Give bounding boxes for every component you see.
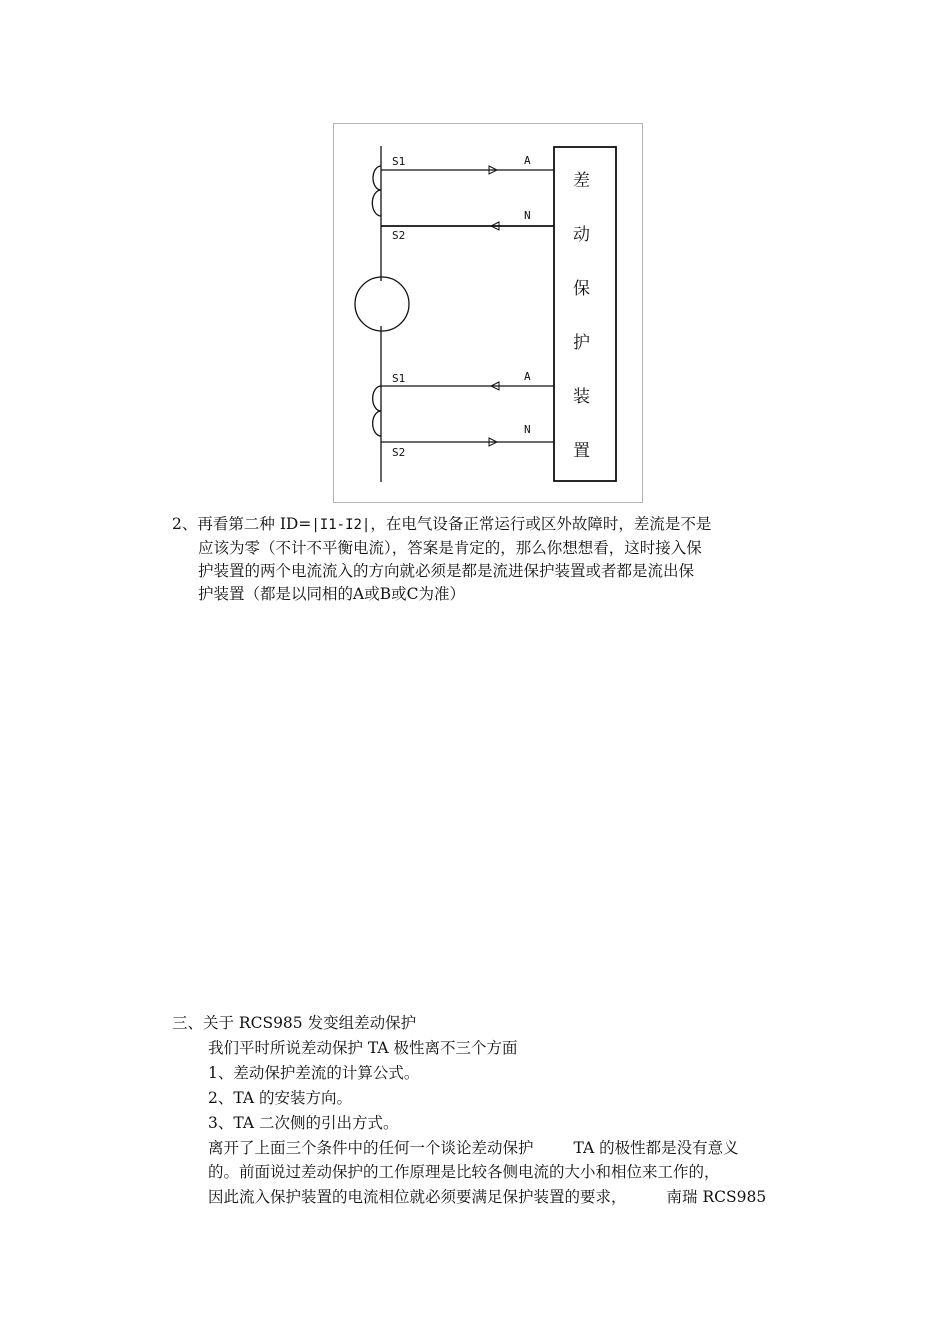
box-char: 保 xyxy=(573,279,590,299)
section-3-heading: 三、关于 RCS985 发变组差动保护 xyxy=(172,1014,417,1032)
label-n-top: N xyxy=(524,209,531,222)
section-3-item-2: 2、TA 的安装方向。 xyxy=(208,1089,352,1107)
section-3-item-1: 1、差动保护差流的计算公式。 xyxy=(208,1064,420,1082)
ct-bottom-coil xyxy=(373,386,381,436)
label-a-bottom: A xyxy=(524,370,531,383)
section-3-item-3: 3、TA 二次侧的引出方式。 xyxy=(208,1114,399,1132)
box-char: 动 xyxy=(573,225,590,245)
wiring-svg xyxy=(334,124,644,504)
para2-line-4: 护装置（都是以同相的A或B或C为准） xyxy=(198,585,465,603)
ct-wiring-diagram xyxy=(333,123,643,503)
section-3-body-line-2: 的。前面说过差动保护的工作原理是比较各侧电流的大小和相位来工作的， xyxy=(208,1163,720,1181)
label-s1-bottom: S1 xyxy=(392,372,406,385)
label-n-bottom: N xyxy=(524,423,531,436)
box-char: 护 xyxy=(573,333,590,353)
box-char: 置 xyxy=(573,441,590,461)
differential-protection-box xyxy=(554,147,616,481)
label-a-top: A xyxy=(524,154,531,167)
label-s1-top: S1 xyxy=(392,155,406,168)
box-char: 差 xyxy=(573,171,590,191)
section-3-body-line-3: 因此流入保护装置的电流相位就必须要满足保护装置的要求， 南瑞 RCS985 xyxy=(208,1188,767,1206)
paragraph-second-formula xyxy=(172,513,711,606)
para2-line-2: 应该为零（不计不平衡电流），答案是肯定的，那么你想想看，这时接入保 xyxy=(198,539,702,557)
section-3-body-line-1: 离开了上面三个条件中的任何一个谈论差动保护 TA 的极性都是没有意义 xyxy=(208,1139,739,1157)
ct-top-coil xyxy=(372,166,381,216)
para2-line-3: 护装置的两个电流流入的方向就必须是都是流进保护装置或者都是流出保 xyxy=(198,562,695,580)
box-char: 装 xyxy=(573,387,590,407)
label-s2-top: S2 xyxy=(392,229,406,242)
para2-line-1: 2、再看第二种 ID=|I1-I2|，在电气设备正常运行或区外故障时，差流是不是 xyxy=(172,515,712,533)
generator-circle xyxy=(355,277,409,331)
label-s2-bottom: S2 xyxy=(392,446,406,459)
section-3-intro: 我们平时所说差动保护 TA 极性离不三个方面 xyxy=(208,1039,518,1057)
